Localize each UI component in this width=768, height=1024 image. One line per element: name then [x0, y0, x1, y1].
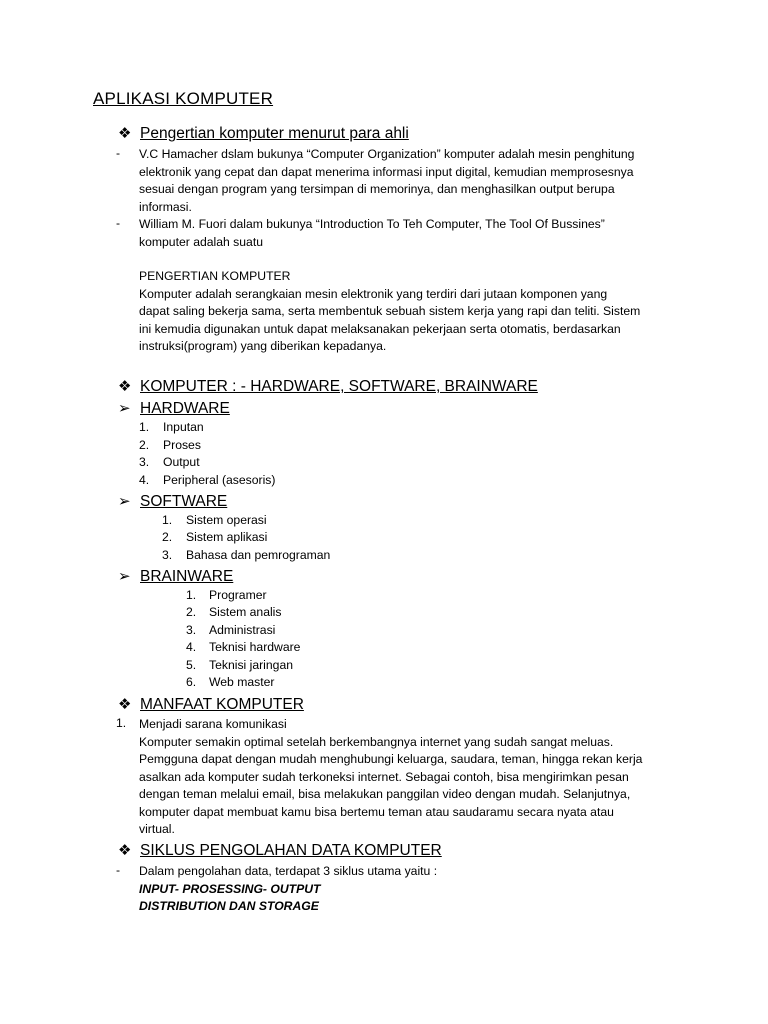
diamond-bullet-icon: ❖	[118, 696, 132, 713]
section-heading-pengertian: ❖ Pengertian komputer menurut para ahli	[118, 125, 409, 142]
document-title: APLIKASI KOMPUTER	[93, 89, 274, 108]
list-item: Proses	[163, 438, 201, 452]
dash-bullet-icon: -	[116, 863, 121, 877]
list-item: Inputan	[163, 420, 204, 434]
section-heading-siklus: ❖ SIKLUS PENGOLAHAN DATA KOMPUTER	[118, 842, 442, 859]
subsection-hardware: ➢ HARDWARE	[118, 400, 230, 417]
list-item: Sistem aplikasi	[186, 530, 268, 544]
list-item: Peripheral (asesoris)	[163, 473, 276, 487]
list-item: Administrasi	[209, 623, 276, 637]
arrow-bullet-icon: ➢	[118, 493, 131, 510]
paragraph-hamacher: V.C Hamacher dslam bukunya “Computer Organization” komputer adalah mesin penghitung elektronik yang cepat dan dapat menerima informasi input digital, kemudian memprosesnya sesuai dengan program yang tersimpan di memorinya, dan menghasilkan output berupa informasi.	[139, 147, 635, 214]
section-heading-komputer: ❖ KOMPUTER : - HARDWARE, SOFTWARE, BRAINWARE	[118, 378, 538, 395]
list-item: Bahasa dan pemrograman	[186, 548, 331, 562]
arrow-bullet-icon: ➢	[118, 568, 131, 585]
sub-heading: PENGERTIAN KOMPUTER	[139, 269, 291, 283]
paragraph-pengertian: PENGERTIAN KOMPUTER Komputer adalah serangkaian mesin elektronik yang terdiri dari jutaan komponen yang dapat saling bekerja sama, serta membentuk sebuah sistem kerja yang rapi dan teliti. Sistem ini kemudia digunakan untuk dapat melaksanakan pekerjaan serta otomatis, berdasarkan instruksi(program) yang diberikan kepadanya.	[139, 269, 641, 353]
list-item: Output	[163, 455, 200, 469]
paragraph-siklus: Dalam pengolahan data, terdapat 3 siklus utama yaitu : INPUT- PROSESSING- OUTPUT DISTRIBUTION DAN STORAGE	[139, 864, 438, 913]
subsection-brainware: ➢ BRAINWARE	[118, 568, 234, 585]
arrow-bullet-icon: ➢	[118, 400, 131, 417]
diamond-bullet-icon: ❖	[118, 842, 132, 859]
list-item: Teknisi hardware	[209, 640, 301, 654]
section-heading-manfaat: ❖ MANFAAT KOMPUTER	[118, 696, 304, 713]
list-number: 1.	[116, 716, 127, 730]
diamond-bullet-icon: ❖	[118, 378, 132, 395]
list-item: Sistem analis	[209, 605, 282, 619]
list-item: Web master	[209, 675, 275, 689]
dash-bullet-icon: -	[116, 216, 121, 230]
subsection-software: ➢ SOFTWARE	[118, 493, 228, 510]
paragraph-fuori: William M. Fuori dalam bukunya “Introduction To Teh Computer, The Tool Of Bussines” komputer adalah suatu	[139, 217, 605, 249]
document-page: APLIKASI KOMPUTER ❖ Pengertian komputer menurut para ahli - V.C Hamacher dslam bukunya “Computer Organization” komputer adalah mesin penghitung elektronik yang cepat dan dapat menerima informasi input digital, kemudian memprosesnya sesuai dengan program yang tersimpan di memorinya, dan menghasilkan output berupa informasi. - William M. Fuori dalam bukunya “Introduction To Teh Computer, The Tool Of Bussines” komputer adalah suatu PENGERTIAN KOMPUTER Komputer adalah serangkaian mesin elektronik yang terdiri dari jutaan komponen yang dapat saling bekerja sama, serta membentuk sebuah sistem kerja yang rapi dan teliti. Sistem ini kemudia digunakan untuk dapat melaksanakan pekerjaan serta otomatis, berdasarkan instruksi(program) yang diberikan kepadanya. ❖ KOMPUTER : - HARDWARE, SOFTWARE, BRAINWARE ➢ HARDWARE 1. Inputan 2. Proses 3. Output 4. Peripheral (asesoris) ➢ SOFTWARE 1. Sistem operasi 2. Sistem aplikasi 3. Bahasa dan pemrograman ➢ BRAINWARE 1. Programer 2. Sistem analis 3. Administrasi 4. Teknisi hardware 5. Teknisi jaringan 6. Web master ❖ MANFAAT KOMPUTER 1. Menjadi sarana komunikasi Komputer semakin optimal setelah berkembangnya internet yang sudah sangat meluas. Pemgguna dapat dengan mudah menghubungi keluarga, saudara, teman, hingga rekan kerja asalkan ada komputer sudah terkoneksi internet. Sebagai contoh, bisa mengirimkan pesan dengan teman melalui email, bisa melakukan panggilan video dengan mudah. Selanjutnya, komputer dapat membuat kamu bisa bertemu teman atau saudaramu secara nyata atau virtual. ❖ SIKLUS PENGOLAHAN DATA KOMPUTER - Dalam pengolahan data, terdapat 3 siklus utama yaitu : INPUT- PROSESSING- OUTPUT DISTRIBUTION DAN STORAGE	[0, 0, 768, 1024]
list-item: Teknisi jaringan	[209, 658, 294, 672]
diamond-bullet-icon: ❖	[118, 125, 132, 142]
paragraph-manfaat: Menjadi sarana komunikasi Komputer semakin optimal setelah berkembangnya internet yang sudah sangat meluas. Pemgguna dapat dengan mudah menghubungi keluarga, saudara, teman, hingga rekan kerja asalkan ada komputer sudah terkoneksi internet. Sebagai contoh, bisa mengirimkan pesan dengan teman melalui email, bisa melakukan panggilan video dengan mudah. Selanjutnya, komputer dapat membuat kamu bisa bertemu teman atau saudaramu secara nyata atau virtual.	[139, 717, 643, 836]
dash-bullet-icon: -	[116, 146, 121, 160]
list-item: Programer	[209, 588, 267, 602]
list-item: Sistem operasi	[186, 513, 267, 527]
